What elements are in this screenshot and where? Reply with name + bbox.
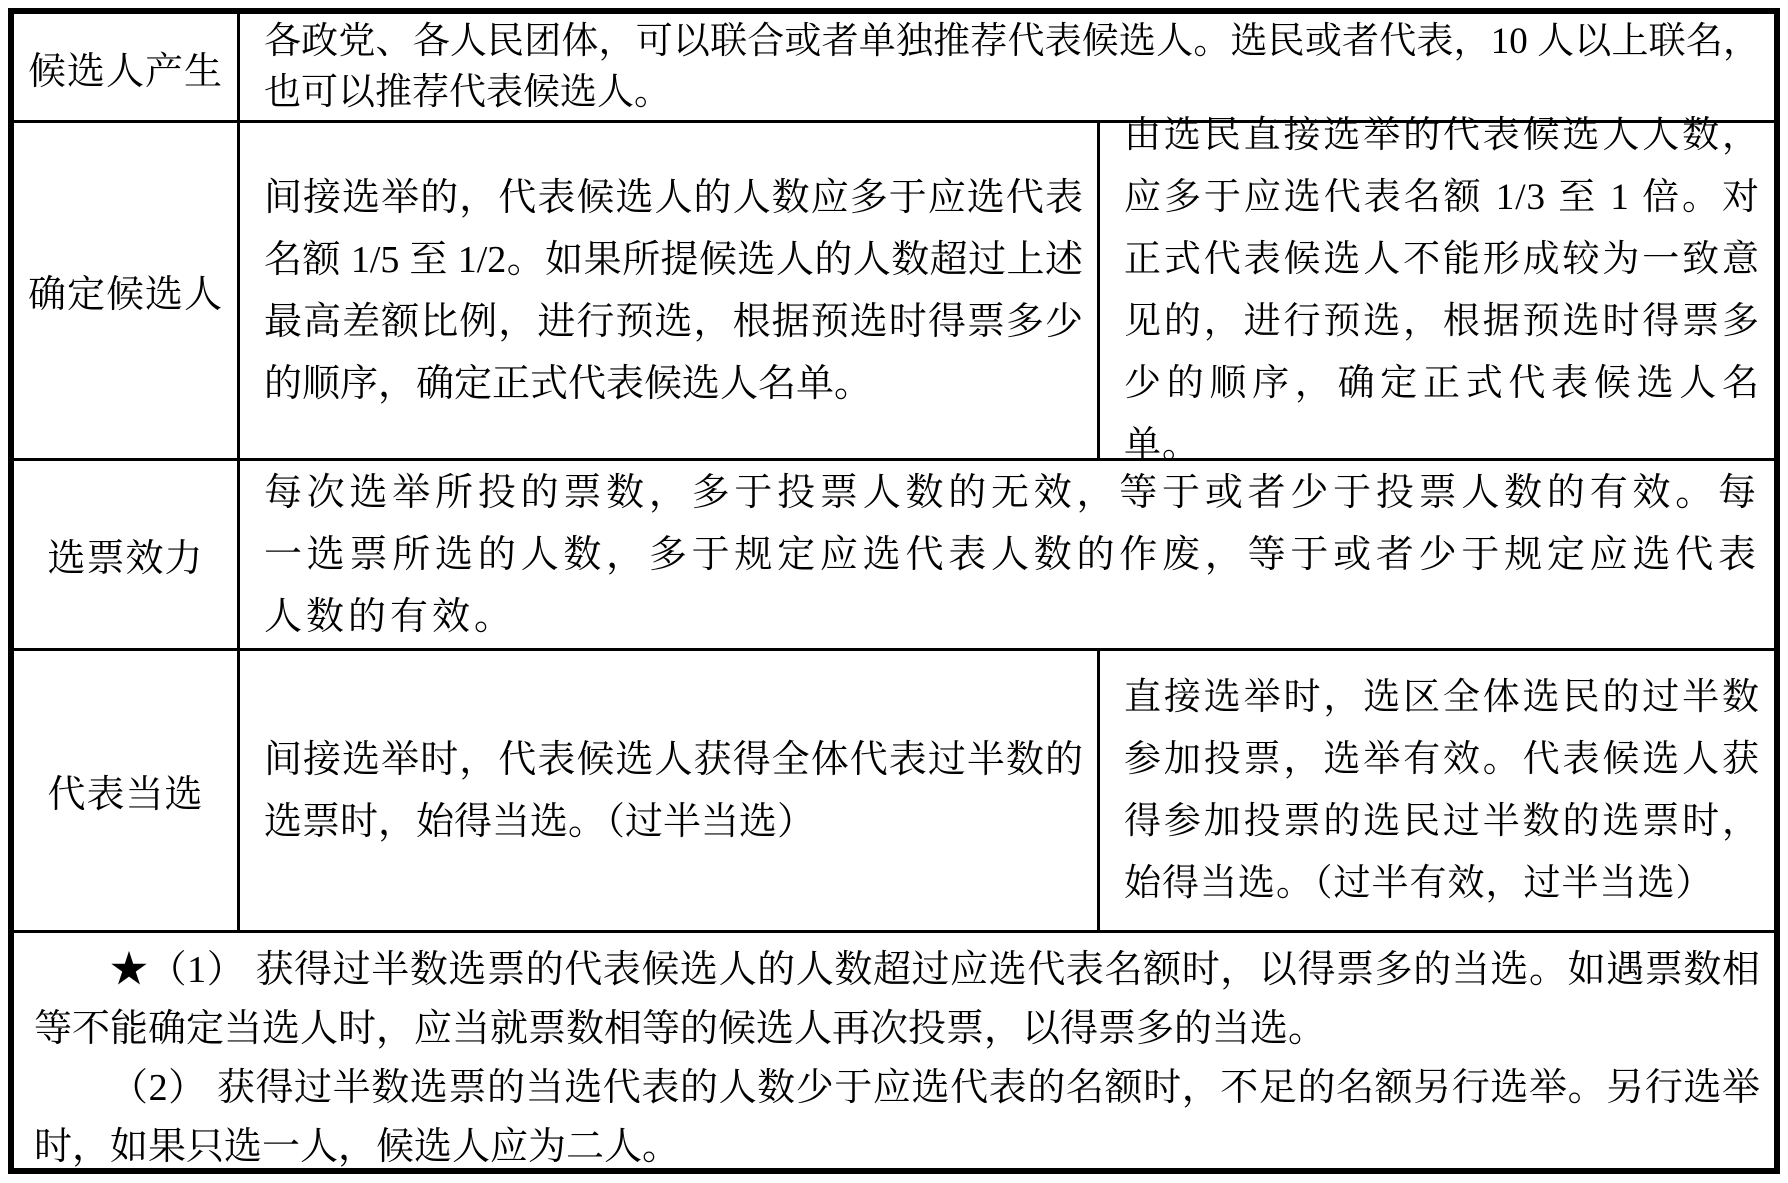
cell-indirect-election-determination <box>237 123 1097 458</box>
cell-ballot-validity <box>237 461 1774 648</box>
cell-indirect-election-result <box>237 651 1097 930</box>
footnote-paragraph-2: （2） 获得过半数选票的当选代表的人数少于应选代表的名额时，不足的名额另行选举。另行选举时，如果只选一人，候选人应为二人。 <box>34 1067 1760 1168</box>
cell-text: 由选民直接选举的代表候选人人数，应多于应选代表名额 1/3 至 1 倍。对正式代表候选人不能形成较为一致意见的，进行预选，根据预选时得票多少的顺序，确定正式代表候选人名单。 <box>1124 114 1760 466</box>
election-rules-table <box>8 8 1780 1174</box>
cell-text: 每次选举所投的票数，多于投票人数的无效，等于或者少于投票人数的有效。每一选票所选的人数，多于规定应选代表人数的作废，等于或者少于规定应选代表人数的有效。 <box>264 471 1760 638</box>
row-label-candidate-nomination: 候选人产生 <box>27 50 223 93</box>
cell-text: 直接选举时，选区全体选民的过半数参加投票，选举有效。代表候选人获得参加投票的选民过半数的选票时，始得当选。（过半有效，过半当选） <box>1124 676 1760 904</box>
cell-text: 间接选举时，代表候选人获得全体代表过半数的选票时，始得当选。（过半当选） <box>264 738 1083 843</box>
table-row-candidate-determination <box>14 114 1774 466</box>
cell-text: 间接选举的，代表候选人的人数应多于应选代表名额 1/5 至 1/2。如果所提候选人的人数超过上述最高差额比例，进行预选，根据预选时得票多少的顺序，确定正式代表候选人名单。 <box>264 176 1083 405</box>
row-label-candidate-determination: 确定候选人 <box>27 274 223 316</box>
cell-text: 各政党、各人民团体，可以联合或者单独推荐代表候选人。选民或者代表，10 人以上联名，也可以推荐代表候选人。 <box>264 21 1760 113</box>
cell-direct-election-result <box>1097 651 1774 930</box>
table-row-ballot-validity <box>14 458 1774 648</box>
table-footnote <box>14 930 1774 1183</box>
footnote-paragraph-1: ★（1） 获得过半数选票的代表候选人的人数超过应选代表名额时，以得票多的当选。如遇票数相等不能确定当选人时，应当就票数相等的候选人再次投票，以得票多的当选。 <box>34 949 1760 1050</box>
table-row-deputy-election <box>14 648 1774 930</box>
row-label-ballot-validity: 选票效力 <box>47 538 204 580</box>
row-label-deputy-election: 代表当选 <box>47 774 204 816</box>
cell-direct-election-determination <box>1097 114 1774 466</box>
